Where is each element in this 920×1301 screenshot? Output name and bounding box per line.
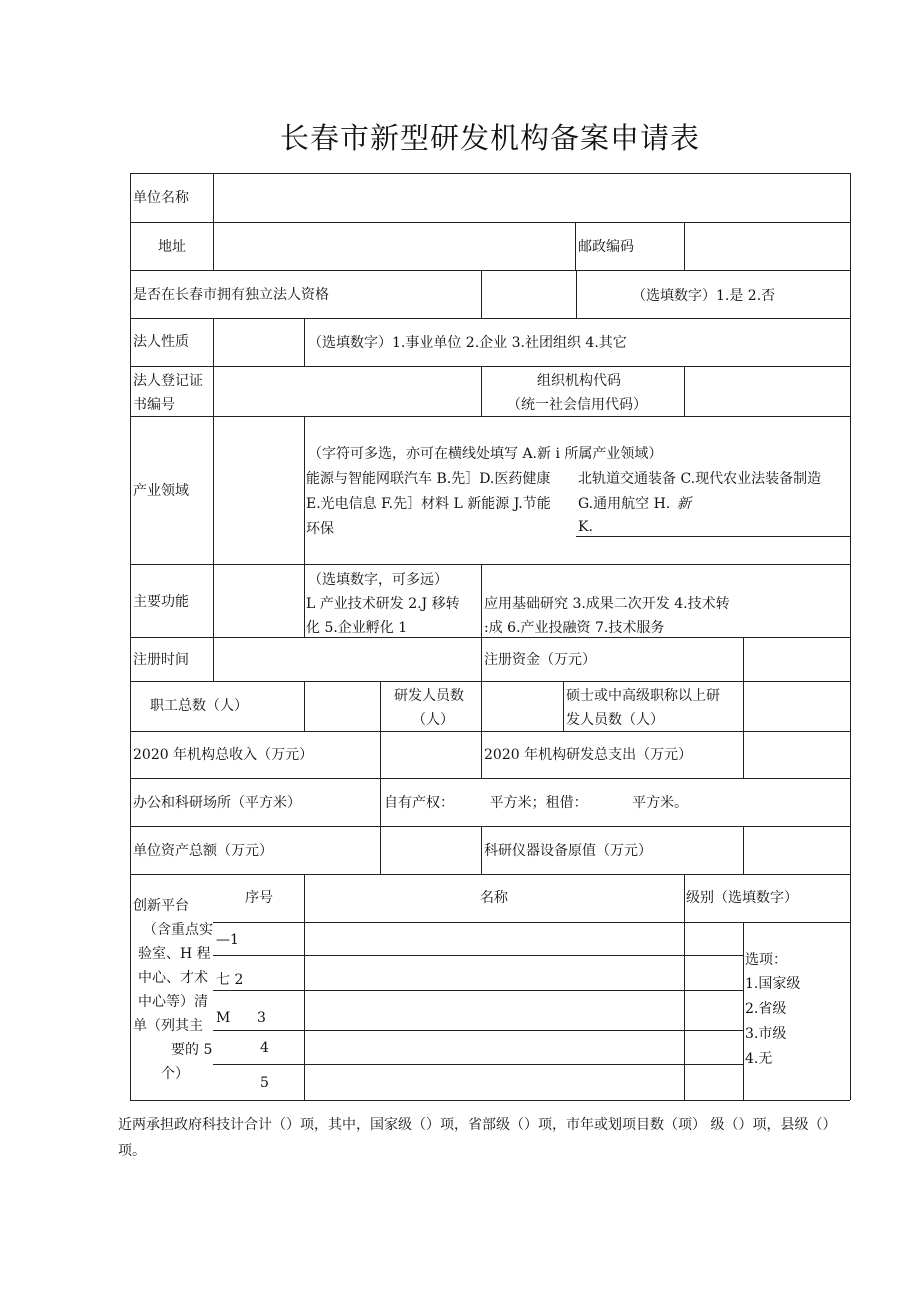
senior-staff-field[interactable]	[744, 682, 849, 730]
platform-level-header: 级别（选填数字）	[686, 890, 798, 906]
main-function-field[interactable]	[214, 565, 303, 636]
reg-cert-label-1: 法人登记证	[133, 373, 203, 389]
postal-code-label: 邮政编码	[578, 239, 634, 255]
legal-nature-field[interactable]	[214, 319, 303, 365]
main-function-label: 主要功能	[133, 594, 189, 610]
function-options-line-1: （选填数字，可多远）	[308, 572, 448, 588]
rd-staff-field[interactable]	[482, 682, 562, 730]
platform-seq: 4	[260, 1040, 269, 1056]
platform-name-cell[interactable]	[305, 991, 683, 1029]
function-options-line-3b: :成 6.产业投融资 7.技术服务	[484, 620, 665, 636]
independent-legal-options: （选填数字）1.是 2.否	[632, 288, 776, 304]
footer-note: 近两承担政府科技计合计（）项，其中，国家级（）项，省部级（）项，市年或划项目数（项） 级（）项，县级（）项。	[118, 1117, 837, 1159]
reg-capital-label: 注册资金（万元）	[484, 652, 596, 668]
platform-label-line: 单（列其主	[133, 1018, 203, 1034]
platform-seq: M 3	[216, 1010, 266, 1026]
equipment-label: 科研仪器设备原值（万元）	[484, 843, 652, 859]
industry-options-line-4a: 环保	[306, 521, 334, 537]
function-options-line-3a: 化 5.企业孵化 1	[306, 620, 408, 636]
level-option: 2.省级	[745, 1001, 787, 1017]
reg-cert-label-2: 书编号	[133, 397, 175, 413]
platform-seq: 七 2	[216, 972, 244, 988]
level-option: 选项：	[745, 952, 787, 968]
assets-field[interactable]	[381, 827, 480, 873]
address-label: 地址	[158, 239, 186, 255]
platform-name-cell[interactable]	[305, 956, 683, 989]
industry-options-line-4b: K.	[578, 519, 593, 535]
level-option: 4.无	[745, 1051, 773, 1067]
office-detail: 自有产权： 平方米；租借： 平方米。	[384, 795, 689, 811]
unit-name-label: 单位名称	[133, 190, 189, 206]
platform-label-line: 要的 5	[171, 1042, 213, 1058]
industry-field[interactable]	[214, 417, 303, 563]
platform-name-cell[interactable]	[305, 1065, 683, 1099]
platform-name-cell[interactable]	[305, 923, 683, 954]
industry-options-line-3c: 新	[677, 496, 691, 512]
platform-seq: 5	[260, 1075, 269, 1091]
rd-expense-label: 2020 年机构研发总支出（万元）	[484, 747, 693, 763]
function-options-line-2a: L 产业技术研发 2.J 移转	[306, 596, 460, 612]
staff-total-label: 职工总数（人）	[150, 698, 248, 714]
platform-seq: —1	[216, 932, 239, 948]
revenue-field[interactable]	[381, 732, 480, 777]
office-label: 办公和科研场所（平方米）	[133, 795, 301, 811]
legal-nature-label: 法人性质	[133, 334, 189, 350]
function-options-line-2b: 应用基础研究 3.成果二次开发 4.技术转	[484, 596, 730, 612]
industry-label: 产业领域	[133, 483, 189, 499]
reg-time-label: 注册时间	[133, 652, 189, 668]
platform-label-line: 中心等）清	[138, 994, 208, 1010]
platform-label-line: 验室、H 程	[138, 946, 211, 962]
equipment-field[interactable]	[744, 827, 849, 873]
org-code-label-1: 组织机构代码	[537, 373, 621, 389]
staff-total-field[interactable]	[305, 682, 379, 730]
industry-options-line-2b: 北轨道交通装备 C.现代农业法装备制造	[578, 471, 822, 487]
rd-expense-field[interactable]	[744, 732, 849, 777]
rd-staff-label-1: 研发人员数	[394, 688, 464, 704]
level-option: 3.市级	[745, 1026, 787, 1042]
industry-options-line-3a: E.光电信息 F.先］材料 L 新能源 J.节能	[306, 496, 551, 512]
platform-name-cell[interactable]	[305, 1031, 683, 1063]
senior-staff-label-2: 发人员数（人）	[566, 712, 664, 728]
senior-staff-label-1: 硕士或中高级职称以上研	[566, 688, 720, 704]
platform-label-line: （含重点实	[143, 922, 213, 938]
reg-capital-field[interactable]	[744, 638, 849, 680]
legal-nature-options: （选填数字）1.事业单位 2.企业 3.社团组织 4.其它	[308, 335, 627, 351]
org-code-label-2: （统一社会信用代码）	[507, 397, 647, 413]
org-code-field[interactable]	[685, 367, 849, 415]
platform-name-header: 名称	[480, 890, 508, 906]
reg-cert-field[interactable]	[214, 367, 480, 415]
platform-label-line: 创新平台	[133, 898, 189, 914]
revenue-label: 2020 年机构总收入（万元）	[133, 747, 314, 763]
assets-label: 单位资产总额（万元）	[133, 843, 273, 859]
reg-time-field[interactable]	[214, 638, 480, 680]
independent-legal-label: 是否在长春市拥有独立法人资格	[133, 287, 329, 303]
rd-staff-label-2: （人）	[412, 712, 454, 728]
page-title: 长春市新型研发机构备案申请表	[279, 121, 700, 155]
platform-label-line: 中心、才术	[138, 970, 208, 986]
platform-level-cell[interactable]	[685, 923, 742, 1099]
platform-label-line: 个）	[161, 1066, 189, 1082]
industry-options-line-1: （字符可多选，亦可在横线处填写 A.新 i 所属产业领域）	[308, 446, 663, 462]
industry-options-line-3b: G.通用航空 H.	[578, 496, 671, 512]
platform-seq-header: 序号	[245, 890, 273, 906]
level-option: 1.国家级	[745, 976, 801, 992]
industry-options-line-2a: 能源与智能网联汽车 B.先］D.医药健康	[306, 471, 551, 487]
address-field[interactable]	[214, 223, 574, 269]
postal-code-field[interactable]	[685, 223, 849, 269]
independent-legal-field[interactable]	[482, 271, 575, 317]
unit-name-field[interactable]	[214, 174, 849, 221]
